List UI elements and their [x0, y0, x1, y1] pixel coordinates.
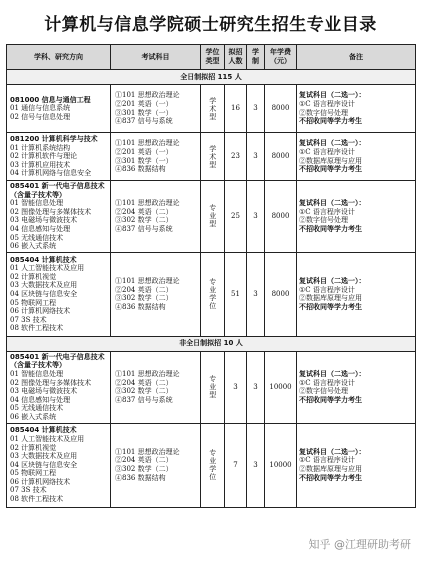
years-cell: 3	[247, 423, 265, 507]
exam-item: ②201 英语（一）	[115, 99, 173, 108]
exam-item: ④836 数据结构	[115, 302, 166, 311]
note-item: ①C 语言程序设计	[299, 285, 355, 294]
note-item: ①C 语言程序设计	[299, 456, 355, 465]
direction-item: 07 3S 技术	[10, 486, 47, 495]
section-label: 非全日制拟招 10 人	[7, 336, 416, 351]
degree-type-cell	[201, 423, 225, 507]
note-cell	[297, 181, 416, 253]
note-item: ①C 语言程序设计	[299, 99, 355, 108]
quota-cell: 23	[225, 133, 247, 181]
exam-cell	[111, 133, 201, 181]
exam-cell	[111, 85, 201, 133]
exam-item: ③302 数学（二）	[115, 465, 173, 473]
major-code-name: 081200 计算机科学与技术	[10, 135, 98, 144]
exam-item: ②204 英语（二）	[115, 378, 173, 387]
direction-item: 01 人工智能技术及应用	[10, 434, 85, 443]
note-item: ②数据库原理与应用	[299, 156, 362, 165]
exam-item: ④837 信号与系统	[115, 224, 173, 233]
exam-item: ②204 英语（二）	[115, 207, 173, 216]
exam-item: ③302 数学（二）	[115, 294, 173, 303]
note-item: 不招收同等学力考生	[299, 473, 362, 482]
degree-type: 学术型	[208, 96, 217, 121]
note-cell	[297, 351, 416, 423]
major-code-name: 081000 信息与通信工程	[10, 95, 91, 104]
direction-item: 06 嵌入式系统	[10, 412, 57, 421]
direction-item: 03 大数据技术及应用	[10, 281, 78, 290]
direction-item: 03 计算机应用技术	[10, 160, 71, 169]
note-item: 复试科目（二选一）：	[299, 91, 366, 100]
fee-cell: 10000	[265, 423, 297, 507]
direction-item: 02 计算机视觉	[10, 272, 57, 281]
header-note: 备注	[297, 45, 416, 70]
table-header-row	[7, 45, 416, 70]
table-row	[7, 85, 416, 133]
major-code-sub: （含量子技术等）	[10, 190, 66, 199]
direction-item: 04 信息感知与处理	[10, 395, 71, 404]
note-item: 不招收同等学力考生	[299, 395, 362, 404]
major-cell	[7, 85, 111, 133]
note-cell	[297, 252, 416, 336]
watermark: 知乎 @江理研助考研	[308, 538, 411, 551]
years-cell: 3	[247, 351, 265, 423]
header-major: 学科、研究方向	[7, 45, 111, 70]
note-item: ②数字信号处理	[299, 108, 348, 117]
degree-type-cell	[201, 133, 225, 181]
exam-cell	[111, 351, 201, 423]
note-item: ②数字信号处理	[299, 387, 348, 396]
direction-item: 08 软件工程技术	[10, 495, 64, 504]
header-quota: 拟招人数	[225, 45, 247, 70]
note-item: 复试科目（二选一）：	[299, 277, 366, 286]
direction-item: 02 计算机软件与理论	[10, 152, 78, 161]
direction-item: 05 物联网工程	[10, 469, 57, 478]
note-item: 不招收同等学力考生	[299, 302, 362, 311]
direction-item: 01 通信与信息系统	[10, 104, 71, 113]
exam-item: ②204 英语（二）	[115, 285, 173, 294]
years-cell: 3	[247, 133, 265, 181]
table-row	[7, 181, 416, 253]
direction-item: 04 区块链与信息安全	[10, 460, 78, 469]
direction-item: 01 人工智能技术及应用	[10, 264, 85, 273]
degree-type-cell	[201, 252, 225, 336]
degree-type-cell	[201, 351, 225, 423]
direction-item: 06 嵌入式系统	[10, 242, 57, 251]
note-cell	[297, 133, 416, 181]
direction-item: 05 物联网工程	[10, 298, 57, 307]
degree-type: 专业型	[208, 204, 217, 229]
fee-cell: 8000	[265, 85, 297, 133]
direction-item: 08 软件工程技术	[10, 324, 64, 333]
major-cell	[7, 423, 111, 507]
header-exam: 考试科目	[111, 45, 201, 70]
exam-cell	[111, 423, 201, 507]
note-item: ①C 语言程序设计	[299, 147, 355, 156]
note-cell	[297, 85, 416, 133]
exam-item: ①101 思想政治理论	[115, 139, 180, 148]
major-code-name: 085401 新一代电子信息技术	[10, 182, 105, 190]
exam-item: ①101 思想政治理论	[115, 447, 180, 456]
note-item: 复试科目（二选一）：	[299, 199, 366, 208]
direction-item: 05 无线通信技术	[10, 404, 64, 413]
major-code-sub: （含量子技术等）	[10, 361, 66, 370]
page-title: 计算机与信息学院硕士研究生招生专业目录	[44, 15, 377, 35]
direction-item: 02 图像处理与多媒体技术	[10, 207, 92, 216]
note-item: ①C 语言程序设计	[299, 378, 355, 387]
fee-cell: 8000	[265, 181, 297, 253]
catalog-table	[6, 44, 416, 508]
table-row	[7, 351, 416, 423]
direction-item: 01 智能信息处理	[10, 369, 64, 378]
exam-item: ②204 英语（二）	[115, 456, 173, 465]
direction-item: 04 区块链与信息安全	[10, 289, 78, 298]
note-item: 复试科目（二选一）：	[299, 369, 366, 378]
exam-item: ③301 数学（一）	[115, 108, 173, 117]
exam-item: ④837 信号与系统	[115, 117, 173, 126]
direction-item: 01 计算机系统结构	[10, 143, 71, 152]
direction-item: 05 无线通信技术	[10, 233, 64, 242]
direction-item: 06 计算机网络技术	[10, 307, 71, 316]
exam-item: ①101 思想政治理论	[115, 91, 180, 100]
major-cell	[7, 181, 111, 253]
direction-item: 02 信号与信息处理	[10, 112, 71, 121]
degree-type-cell	[201, 85, 225, 133]
direction-item: 04 计算机网络与信息安全	[10, 169, 92, 178]
direction-item: 02 图像处理与多媒体技术	[10, 378, 92, 387]
direction-item: 02 计算机视觉	[10, 443, 57, 452]
note-item: 不招收同等学力考生	[299, 165, 362, 174]
note-item: ②数据库原理与应用	[299, 465, 362, 473]
direction-item: 06 计算机网络技术	[10, 477, 71, 486]
section-band	[7, 336, 416, 351]
quota-cell: 25	[225, 181, 247, 253]
note-item: 不招收同等学力考生	[299, 224, 362, 233]
quota-cell: 3	[225, 351, 247, 423]
exam-item: ①101 思想政治理论	[115, 277, 180, 286]
exam-item: ④836 数据结构	[115, 473, 166, 482]
direction-item: 04 信息感知与处理	[10, 224, 71, 233]
direction-item: 03 电磁场与微波技术	[10, 387, 78, 396]
exam-cell	[111, 252, 201, 336]
exam-item: ②201 英语（一）	[115, 147, 173, 156]
degree-type: 专业学位	[208, 449, 217, 481]
header-years: 学制	[247, 45, 265, 70]
major-code-name: 085404 计算机技术	[10, 426, 77, 435]
degree-type: 学术型	[208, 144, 217, 169]
major-cell	[7, 252, 111, 336]
direction-item: 01 智能信息处理	[10, 199, 64, 208]
major-code-name: 085404 计算机技术	[10, 255, 77, 264]
years-cell: 3	[247, 181, 265, 253]
note-item: 不招收同等学力考生	[299, 117, 362, 126]
direction-item: 07 3S 技术	[10, 315, 47, 324]
major-code-name: 085401 新一代电子信息技术	[10, 352, 105, 361]
note-cell	[297, 423, 416, 507]
header-fee: 年学费（元）	[265, 45, 297, 70]
years-cell: 3	[247, 252, 265, 336]
note-item: ①C 语言程序设计	[299, 207, 355, 216]
exam-item: ①101 思想政治理论	[115, 369, 180, 378]
note-item: 复试科目（二选一）：	[299, 447, 366, 456]
direction-item: 03 电磁场与微波技术	[10, 216, 78, 225]
fee-cell: 8000	[265, 252, 297, 336]
exam-item: ③301 数学（一）	[115, 156, 173, 165]
quota-cell: 16	[225, 85, 247, 133]
header-type: 学位类型	[201, 45, 225, 70]
note-item: 复试科目（二选一）：	[299, 139, 366, 148]
table-row	[7, 133, 416, 181]
major-cell	[7, 133, 111, 181]
note-item: ②数据库原理与应用	[299, 294, 362, 303]
quota-cell: 7	[225, 423, 247, 507]
table-body	[7, 70, 416, 508]
quota-cell: 51	[225, 252, 247, 336]
years-cell: 3	[247, 85, 265, 133]
degree-type: 专业学位	[208, 278, 217, 311]
section-band	[7, 70, 416, 85]
note-item: ②数字信号处理	[299, 216, 348, 225]
exam-item: ④837 信号与系统	[115, 395, 173, 404]
fee-cell: 8000	[265, 133, 297, 181]
table-row	[7, 423, 416, 507]
exam-item: ①101 思想政治理论	[115, 199, 180, 208]
exam-item: ④836 数据结构	[115, 165, 166, 174]
table-row	[7, 252, 416, 336]
exam-item: ③302 数学（二）	[115, 216, 173, 225]
degree-type: 专业型	[208, 375, 217, 400]
exam-cell	[111, 181, 201, 253]
fee-cell: 10000	[265, 351, 297, 423]
direction-item: 03 大数据技术及应用	[10, 452, 78, 461]
major-cell	[7, 351, 111, 423]
section-label: 全日制拟招 115 人	[7, 70, 416, 85]
exam-item: ③302 数学（二）	[115, 387, 173, 396]
degree-type-cell	[201, 181, 225, 253]
